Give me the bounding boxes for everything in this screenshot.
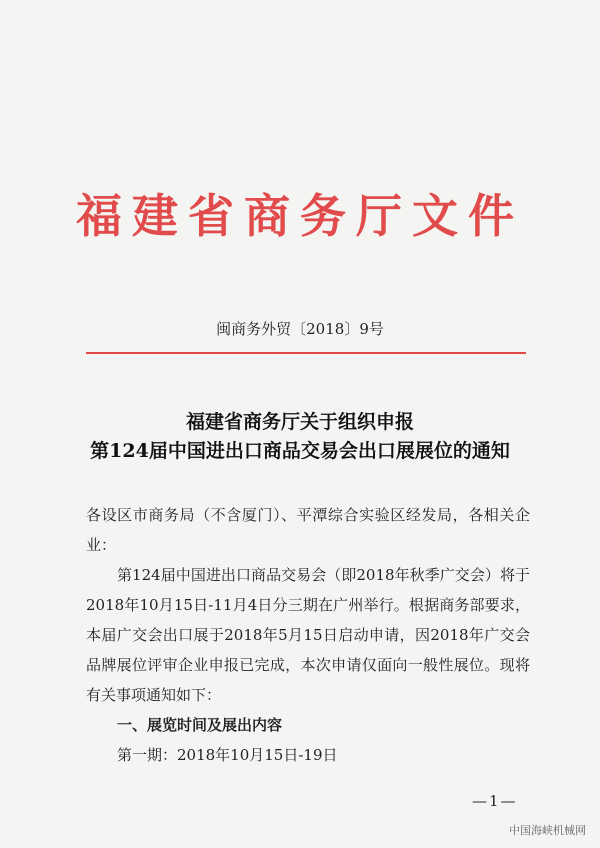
- issuer-header: 福建省商务厅文件: [76, 189, 524, 243]
- addressee: 各设区市商务局（不含厦门）、平潭综合实验区经发局，各相关企业：: [86, 506, 530, 554]
- document-number: 闽商务外贸〔2018〕9号: [216, 320, 384, 338]
- section-heading: 一、展览时间及展出内容: [117, 716, 283, 734]
- notice-title: [0, 408, 600, 466]
- site-watermark: 中国海峡机械网: [509, 824, 586, 837]
- red-divider: [86, 352, 526, 354]
- page-number: —1—: [472, 792, 518, 810]
- paragraph-intro: 第124届中国进出口商品交易会（即2018年秋季广交会）将于2018年10月15日-11月4日分三期在广州举行。根据商务部要求，本届广交会出口展于2018年5月15日启动申请，因2018年广交会品牌展位评审企业申报已完成，本次申请仅面向一般性展位。现将有关事项通知如下：: [86, 566, 530, 704]
- document-body: [86, 500, 530, 770]
- notice-title-line1: 福建省商务厅关于组织申报: [185, 411, 414, 433]
- phase-schedule: 第一期：2018年10月15日-19日: [117, 746, 338, 764]
- notice-title-line2: 第124届中国进出口商品交易会出口展展位的通知: [90, 440, 510, 462]
